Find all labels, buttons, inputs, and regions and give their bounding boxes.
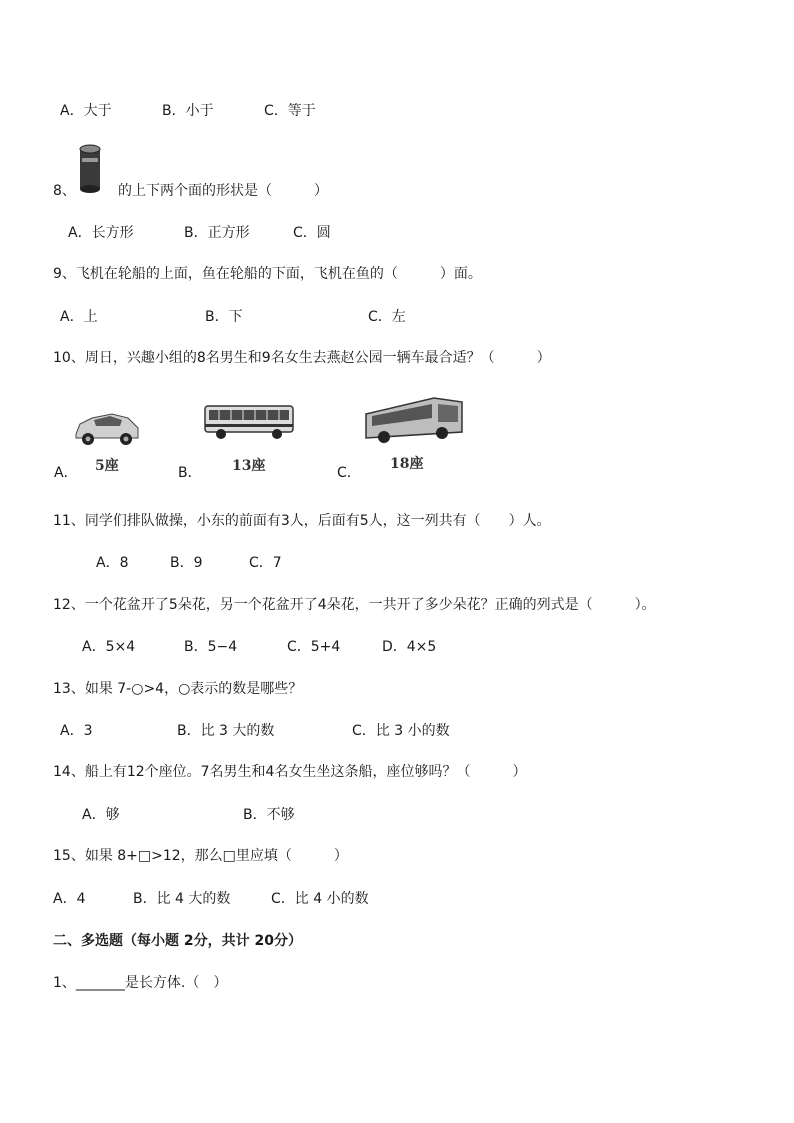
q13-option-b[interactable]: B．比 3 大的数 bbox=[177, 723, 275, 739]
q13-option-c[interactable]: C．比 3 小的数 bbox=[352, 723, 450, 739]
bus-seat-label: 13座 bbox=[232, 458, 266, 474]
q15-question: 15、如果 8+□>12，那么□里应填（ ） bbox=[53, 848, 348, 864]
q8-question: 的上下两个面的形状是（ ） bbox=[118, 183, 328, 199]
q10-option-a[interactable]: A． bbox=[54, 465, 78, 481]
q10-option-b[interactable]: B． bbox=[178, 465, 202, 481]
q8-option-b[interactable]: B．正方形 bbox=[184, 225, 250, 241]
q12-option-b[interactable]: B．5−4 bbox=[184, 639, 238, 655]
q15-option-b[interactable]: B．比 4 大的数 bbox=[133, 891, 231, 907]
q12-question: 12、一个花盆开了5朵花，另一个花盆开了4朵花，一共开了多少朵花？正确的列式是（ ）。 bbox=[53, 597, 656, 613]
q10-option-c[interactable]: C． bbox=[337, 465, 361, 481]
car-icon bbox=[72, 402, 142, 450]
q7-option-c[interactable]: C．等于 bbox=[264, 103, 316, 119]
q11-option-a[interactable]: A．8 bbox=[96, 555, 129, 571]
q15-option-a[interactable]: A．4 bbox=[53, 891, 86, 907]
cylinder-can-image bbox=[78, 144, 102, 194]
q11-option-b[interactable]: B．9 bbox=[170, 555, 203, 571]
q12-option-d[interactable]: D．4×5 bbox=[382, 639, 437, 655]
q7-option-a[interactable]: A．大于 bbox=[60, 103, 112, 119]
q9-option-c[interactable]: C．左 bbox=[368, 309, 406, 325]
q15-option-c[interactable]: C．比 4 小的数 bbox=[271, 891, 369, 907]
q8-option-c[interactable]: C．圆 bbox=[293, 225, 331, 241]
q14-question: 14、船上有12个座位。7名男生和4名女生坐这条船，座位够吗？（ ） bbox=[53, 764, 527, 780]
q14-option-a[interactable]: A．够 bbox=[82, 807, 120, 823]
q9-question: 9、飞机在轮船的上面，鱼在轮船的下面，飞机在鱼的（ ）面。 bbox=[53, 266, 482, 282]
city-bus-icon bbox=[364, 392, 464, 448]
q9-option-b[interactable]: B．下 bbox=[205, 309, 243, 325]
q11-option-c[interactable]: C．7 bbox=[249, 555, 282, 571]
q12-option-c[interactable]: C．5+4 bbox=[287, 639, 341, 655]
q7-option-b[interactable]: B．小于 bbox=[162, 103, 214, 119]
q8-number: 8、 bbox=[53, 183, 76, 199]
q9-option-a[interactable]: A．上 bbox=[60, 309, 98, 325]
section-title: 二、多选题（每小题 2分，共计 20分） bbox=[53, 933, 302, 949]
q8-option-a[interactable]: A．长方形 bbox=[68, 225, 134, 241]
q10-question: 10、周日，兴趣小组的8名男生和9名女生去燕赵公园一辆车最合适？（ ） bbox=[53, 350, 551, 366]
car-seat-label: 5座 bbox=[95, 458, 119, 474]
m1-question: 1、_______是长方体.（ ） bbox=[53, 975, 228, 991]
q13-question: 13、如果 7-○>4，○表示的数是哪些？ bbox=[53, 681, 303, 697]
school-bus-icon bbox=[203, 402, 295, 442]
q12-option-a[interactable]: A．5×4 bbox=[82, 639, 136, 655]
q13-option-a[interactable]: A．3 bbox=[60, 723, 93, 739]
city-bus-seat-label: 18座 bbox=[390, 456, 424, 472]
q11-question: 11、同学们排队做操，小东的前面有3人，后面有5人，这一列共有（ ）人。 bbox=[53, 513, 551, 529]
q14-option-b[interactable]: B．不够 bbox=[243, 807, 295, 823]
